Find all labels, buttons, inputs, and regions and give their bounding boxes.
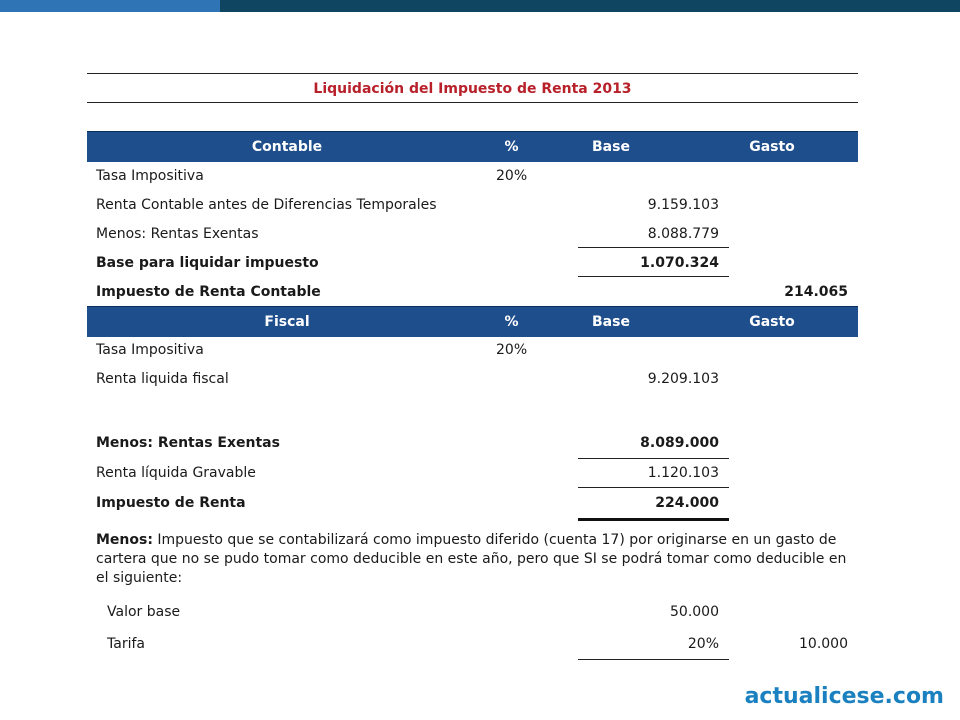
row-label: Impuesto de Renta (96, 495, 246, 511)
header-base: Base (592, 139, 630, 155)
brand-logo: actualicese.com (744, 684, 944, 709)
table-row (87, 336, 858, 364)
table-row (87, 365, 858, 393)
row-label: Base para liquidar impuesto (96, 255, 319, 271)
table-row (87, 429, 858, 457)
header-percent: % (504, 314, 519, 330)
row-percent: 20% (496, 168, 528, 184)
row-label: Impuesto de Renta Contable (96, 284, 321, 300)
table-row (87, 191, 858, 219)
row-gasto: 10.000 (799, 636, 848, 652)
table-row (87, 220, 858, 248)
table-row (87, 278, 858, 306)
deferred-tax-note (96, 531, 856, 588)
header-fiscal: Fiscal (264, 314, 310, 330)
table-row (87, 459, 858, 487)
top-bar (0, 0, 960, 12)
subtotal-rule (578, 247, 729, 248)
header-contable: Contable (251, 139, 323, 155)
row-label: Renta líquida Gravable (96, 465, 256, 481)
row-base: 1.120.103 (647, 465, 719, 481)
page-title: Liquidación del Impuesto de Renta 2013 (313, 81, 632, 97)
total-double-rule (578, 518, 729, 521)
table-row (87, 630, 858, 658)
table-row (87, 489, 858, 517)
row-base: 20% (687, 636, 719, 652)
row-label: Renta Contable antes de Diferencias Temporales (96, 197, 437, 213)
subtotal-rule (578, 276, 729, 277)
row-label: Valor base (107, 604, 181, 620)
row-label: Menos: Rentas Exentas (96, 226, 259, 242)
row-label: Renta liquida fiscal (96, 371, 229, 387)
row-base: 9.159.103 (647, 197, 719, 213)
contable-header (87, 131, 858, 162)
title-band (87, 73, 858, 103)
row-label: Tasa Impositiva (96, 342, 204, 358)
row-label: Menos: Rentas Exentas (96, 435, 280, 451)
fiscal-header (87, 306, 858, 337)
top-bar-dark (220, 0, 960, 12)
row-percent: 20% (496, 342, 528, 358)
top-bar-accent (0, 0, 220, 12)
row-base: 9.209.103 (647, 371, 719, 387)
header-gasto: Gasto (749, 314, 795, 330)
header-percent: % (504, 139, 519, 155)
note-lead: Menos: (96, 532, 153, 548)
row-base: 50.000 (670, 604, 719, 620)
table-row (87, 162, 858, 190)
row-base: 8.089.000 (640, 435, 719, 451)
note-text: Impuesto que se contabilizará como impuesto diferido (cuenta 17) por originarse en un gasto de cartera que no se pudo tomar como deducible en este año, pero que SI se podrá tomar como deducible en el siguiente: (96, 532, 847, 586)
row-gasto: 214.065 (784, 284, 848, 300)
row-base: 8.088.779 (647, 226, 719, 242)
row-label: Tarifa (107, 636, 145, 652)
subtotal-rule (578, 659, 729, 660)
header-gasto: Gasto (749, 139, 795, 155)
row-label: Tasa Impositiva (96, 168, 204, 184)
row-base: 1.070.324 (640, 255, 719, 271)
table-row (87, 598, 858, 626)
table-row (87, 249, 858, 277)
header-base: Base (592, 314, 630, 330)
subtotal-rule (578, 487, 729, 488)
row-base: 224.000 (655, 495, 719, 511)
